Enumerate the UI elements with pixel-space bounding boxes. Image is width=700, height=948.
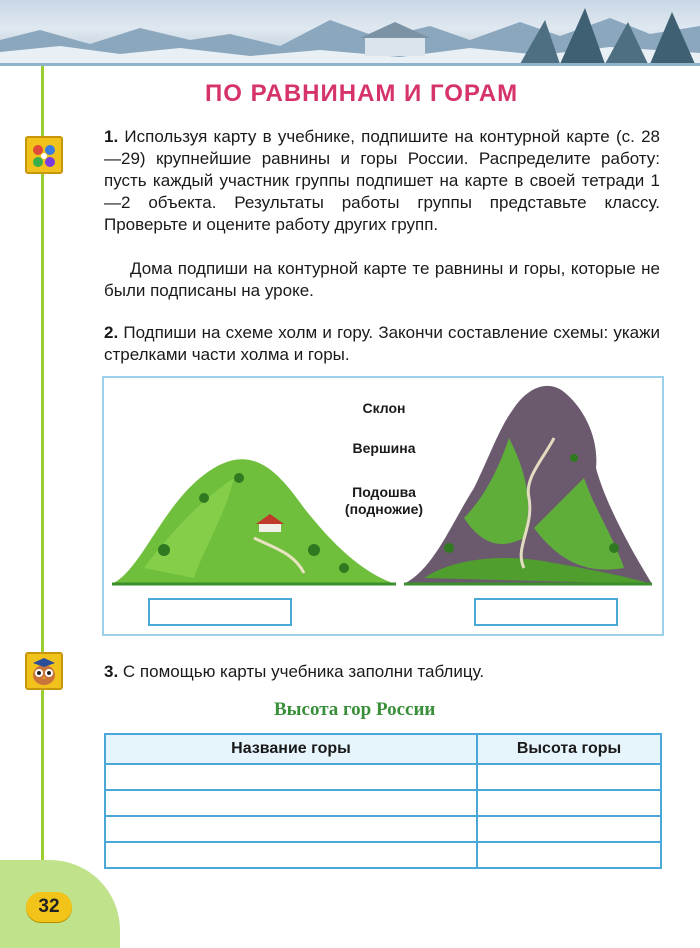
task-2-text: Подпиши на схеме холм и гору. Закончи составление схемы: укажи стрелками части холма и горы. [104,323,660,364]
table-cell-name[interactable] [105,842,477,868]
task-2-number: 2. [104,323,119,342]
table-title: Высота гор России [274,699,436,720]
label-summit: Вершина [352,440,416,456]
task-1-number: 1. [104,127,119,146]
label-foot-line-2: (подножие) [344,501,424,517]
label-slope: Склон [362,400,406,416]
table-cell-name[interactable] [105,816,477,842]
table-row [105,842,661,868]
task-2 [104,322,660,366]
task-3-text: С помощью карты учебника заполни таблицу. [122,662,485,681]
task-1 [104,126,660,236]
mountain-heights-table [104,733,662,869]
hill-mountain-scheme [102,376,664,636]
label-foot [324,484,444,518]
page-title: ПО РАВНИНАМ И ГОРАМ [205,80,519,107]
task-1-text: Используя карту в учебнике, подпишите на контурной карте (с. 28—29) крупнейшие равнины и горы России. Распределите работу: пусть каждый участник группы подпишет на карте в своей тетради 1—2 объекта. Результаты работы группы представьте классу. Проверьте и оцените работу других групп. [104,127,660,234]
table-cell-height[interactable] [477,790,661,816]
hill-answer-box[interactable] [148,598,292,626]
banner-divider [0,63,700,66]
table-cell-name[interactable] [105,764,477,790]
column-header-height: Высота горы [477,734,661,764]
table-header-row [105,734,661,764]
owl-scholar-icon [25,652,63,690]
task-3-number: 3. [104,662,119,681]
margin-line [41,66,44,896]
table-row [105,764,661,790]
page-number: 32 [26,892,72,922]
table-cell-name[interactable] [105,790,477,816]
task-3 [104,661,660,683]
table-cell-height[interactable] [477,764,661,790]
header-banner [0,0,700,64]
task-1-homework: Дома подпиши на контурной карте те равнины и горы, которые не были подписаны на уроке. [104,259,660,300]
table-cell-height[interactable] [477,816,661,842]
group-work-icon [25,136,63,174]
table-row [105,816,661,842]
label-foot-line-1: Подошва [352,484,416,500]
mountain-answer-box[interactable] [474,598,618,626]
table-cell-height[interactable] [477,842,661,868]
table-row [105,790,661,816]
winter-landscape-illustration [0,0,700,64]
column-header-name: Название горы [105,734,477,764]
